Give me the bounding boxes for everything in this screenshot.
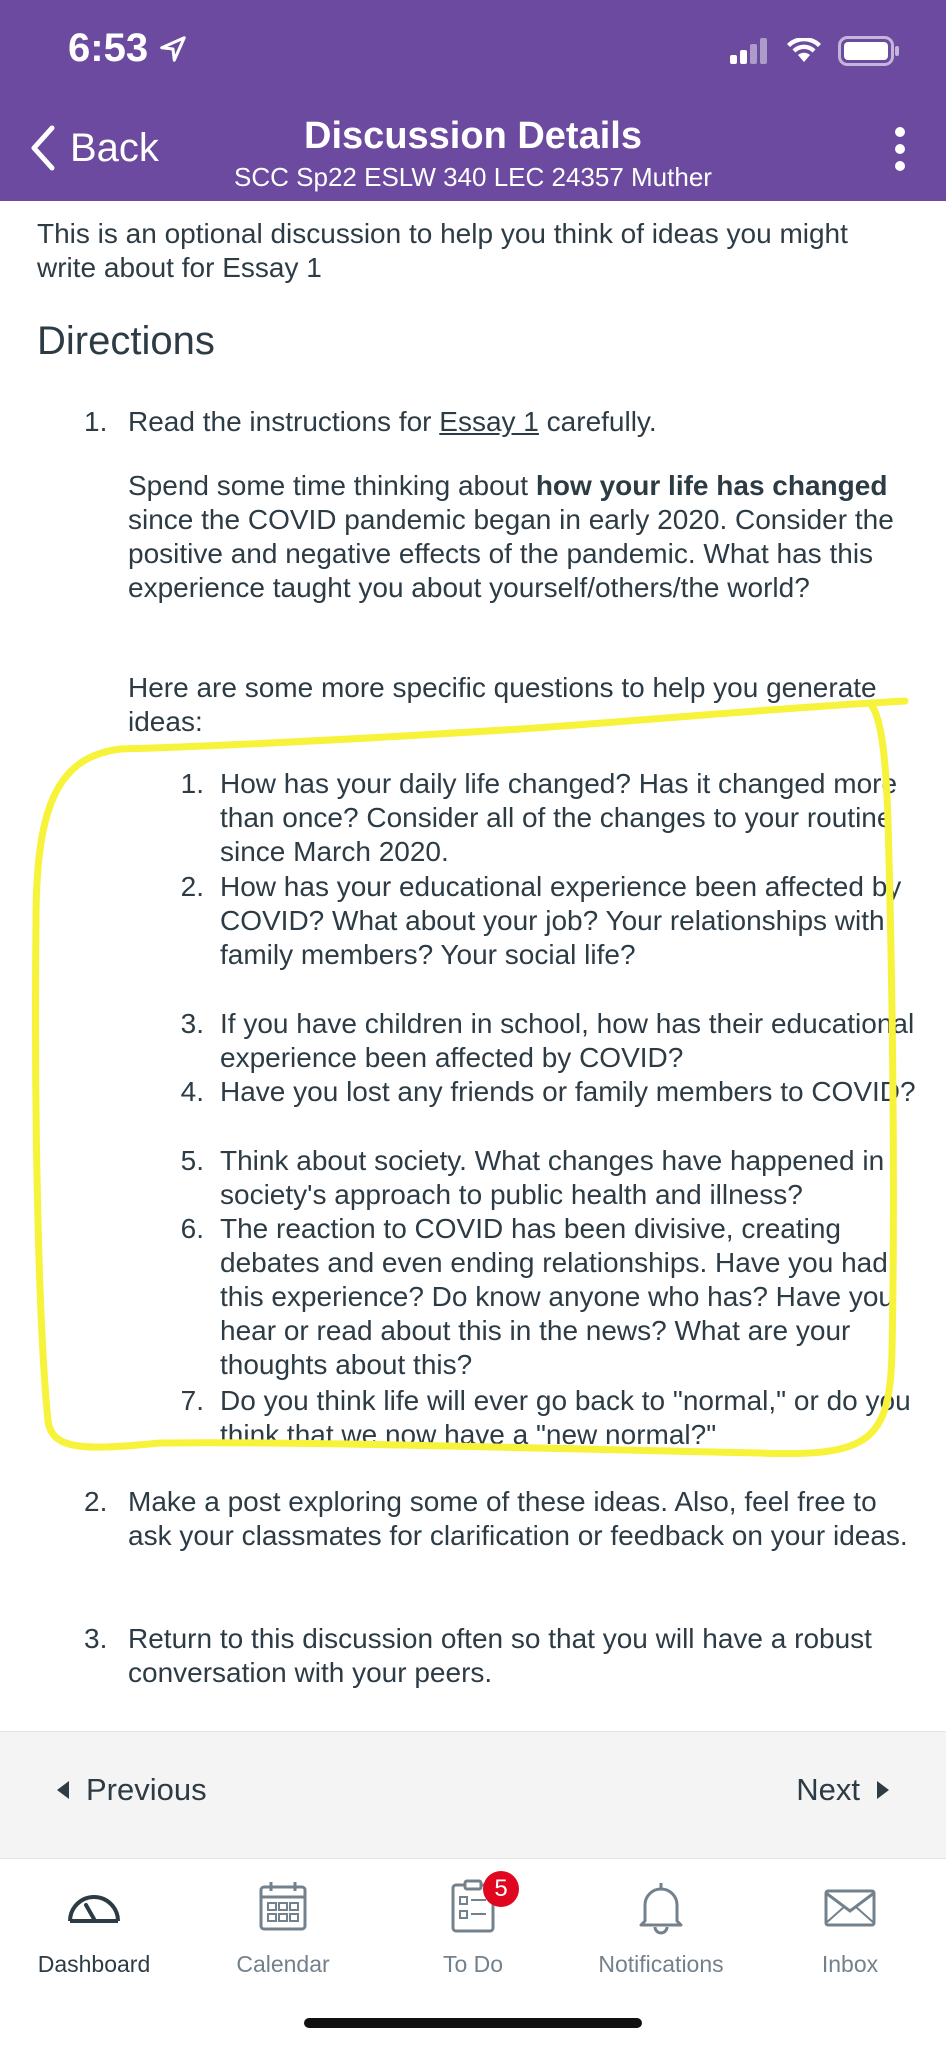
essay-1-link[interactable]: Essay 1 [439, 406, 539, 437]
dashboard-icon [64, 1877, 124, 1937]
question-number: 5. [180, 1145, 204, 1176]
directions-heading: Directions [37, 319, 215, 363]
question-text: If you have children in school, how has their educational experience been affected by COVID? [220, 1008, 915, 1073]
tab-calendar[interactable] [203, 1877, 363, 1978]
tab-dashboard[interactable] [14, 1877, 174, 1978]
next-label: Next [796, 1772, 860, 1807]
question-text: The reaction to COVID has been divisive, creating debates and even ending relationships. Have you had this experience? Do know anyone who has? Have you hear or read about this in the news? What are your thoughts about this? [220, 1213, 894, 1380]
question-text: How has your daily life changed? Has it changed more than once? Consider all of the changes to your routine since March 2020. [220, 768, 898, 867]
question-number: 4. [180, 1076, 204, 1107]
step-text [128, 405, 918, 439]
step-1-text-pre: Read the instructions for [128, 406, 440, 437]
app-header [0, 0, 946, 201]
home-indicator[interactable] [304, 2018, 642, 2028]
step-number: 3. [84, 1623, 108, 1654]
next-button[interactable] [796, 1772, 890, 1808]
question-number: 3. [180, 1008, 204, 1039]
reflection-text-pre: Spend some time thinking about [128, 470, 536, 501]
question-text: Have you lost any friends or family members to COVID? [220, 1076, 916, 1107]
step-1-text-post: carefully. [538, 406, 657, 437]
caret-right-icon [876, 1780, 890, 1800]
question-text: How has your educational experience been affected by COVID? What about your job? Your relationships with family members? Your social life? [220, 871, 902, 970]
step-number: 2. [84, 1486, 108, 1517]
calendar-icon [253, 1877, 313, 1937]
tab-label: Notifications [598, 1951, 724, 1977]
question-number: 2. [180, 871, 204, 902]
tab-notifications[interactable] [581, 1877, 741, 1978]
reflection-text-post: since the COVID pandemic began in early 2020. Consider the positive and negative effects of the pandemic. What has this experience taught you about yourself/others/the world? [128, 504, 894, 603]
todo-count-badge: 5 [483, 1871, 519, 1907]
bell-icon [631, 1877, 691, 1937]
location-arrow-icon [158, 34, 188, 64]
back-label: Back [70, 125, 159, 170]
tab-todo[interactable] [393, 1877, 553, 1978]
tab-inbox[interactable] [770, 1877, 930, 1978]
question-number: 7. [180, 1385, 204, 1416]
question-text: Think about society. What changes have happened in society's approach to public health and illness? [220, 1145, 885, 1210]
status-icons [730, 36, 900, 66]
question-text: Do you think life will ever go back to "normal," or do you think that we now have a "new normal?" [220, 1385, 911, 1450]
tab-label: To Do [442, 1951, 504, 1977]
step-number: 1. [84, 406, 108, 437]
previous-label: Previous [86, 1772, 207, 1807]
questions-intro: Here are some more specific questions to help you generate ideas: [128, 672, 877, 737]
tab-label: Inbox [821, 1951, 879, 1977]
intro-text: This is an optional discussion to help you think of ideas you might write about for Essay 1 [37, 218, 848, 283]
discussion-content[interactable] [0, 201, 946, 1731]
battery-icon [838, 36, 900, 66]
page-title: Discussion Details [304, 115, 642, 157]
caret-left-icon [56, 1780, 70, 1800]
pager-bar [0, 1731, 946, 1858]
envelope-icon [820, 1877, 880, 1937]
course-subtitle: SCC Sp22 ESLW 340 LEC 24357 Muther [234, 162, 712, 192]
reflection-paragraph [128, 469, 908, 605]
question-number: 6. [180, 1213, 204, 1244]
header-title-block [0, 114, 946, 194]
wifi-icon [786, 38, 822, 64]
reflection-emphasis: how your life has changed [535, 470, 888, 501]
question-number: 1. [180, 768, 204, 799]
status-time-text: 6:53 [68, 26, 149, 70]
cellular-signal-icon [730, 38, 770, 64]
more-options-icon[interactable] [894, 126, 906, 172]
tab-label: Dashboard [37, 1951, 151, 1977]
previous-button[interactable] [56, 1772, 207, 1808]
status-time [68, 26, 188, 71]
step-text: Make a post exploring some of these ideas. Also, feel free to ask your classmates for clarification or feedback on your ideas. [128, 1486, 908, 1551]
tab-label: Calendar [236, 1951, 330, 1977]
step-text: Return to this discussion often so that you will have a robust conversation with your peers. [128, 1623, 872, 1688]
